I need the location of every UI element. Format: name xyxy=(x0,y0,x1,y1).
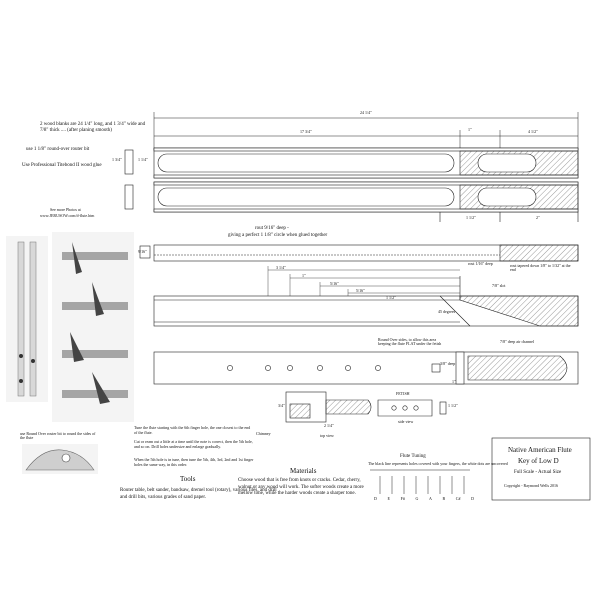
note-depth: rout 9/16" deep - xyxy=(255,226,289,231)
blank-bottom xyxy=(154,182,578,222)
tuning-note: D xyxy=(374,496,377,501)
overall-dimension-line xyxy=(154,112,578,150)
title-subtitle: Key of Low D xyxy=(518,457,559,465)
end-view-left xyxy=(125,150,133,209)
tuning-note: B xyxy=(442,496,446,501)
dim-lower-right: 2" xyxy=(536,215,540,220)
note-round-over: Round Over sides, to allow this area keeping the flute FLAT under the fetish xyxy=(378,337,442,346)
dim-side-slot: 3/8" deep xyxy=(440,361,456,366)
tuning-note-1: Tune the flute starting with the 6th finger hole, the one closest to the end of the flute. xyxy=(134,425,251,435)
tools-title: Tools xyxy=(180,475,196,483)
label-chimney: Chimney xyxy=(256,431,271,436)
dim-inner-width: 1 1/4" xyxy=(138,157,148,162)
dim-end-width: 1 3/4" xyxy=(112,157,122,162)
label-side-view: side view xyxy=(398,419,414,424)
tuning-chart xyxy=(370,470,470,494)
note-slot: 7/8" deep air channel xyxy=(500,339,534,344)
tuning-notes-row xyxy=(374,496,474,501)
dim-hole-d: 5/16" xyxy=(356,288,365,293)
caption-roundover: use Round Over router bit to round the sides of the flute xyxy=(20,431,96,440)
dim-right-section: 4 1/2" xyxy=(528,129,538,134)
fluting-text: The black line represents holes covered with your fingers, the white dots are uncovered xyxy=(368,461,508,466)
dim-air-slot: 7/8" slot xyxy=(492,283,506,288)
dim-fetish-width: 2 1/4" xyxy=(324,423,334,428)
note-more-photos-url: www.JERUSOW.com/d-flute.htm xyxy=(40,213,95,218)
note-glue: Use Professional Titebond II wood glue xyxy=(22,163,102,168)
side-profile xyxy=(140,245,578,261)
clamping-photo-right xyxy=(52,232,134,422)
tuning-note: A xyxy=(428,496,432,501)
dim-fetish-height: 1" xyxy=(452,379,456,384)
dim-depth: 9/16" xyxy=(138,249,147,254)
tuning-note: C# xyxy=(455,496,461,501)
fetish-parts xyxy=(286,392,446,422)
dim-small-one: 1" xyxy=(468,127,472,132)
note-depth-2: giving a perfect 1 1/8" circle when glued together xyxy=(228,233,328,238)
dim-overall: 24 1/4" xyxy=(360,110,372,115)
blank-top xyxy=(154,148,578,178)
roundover-photo xyxy=(22,444,98,474)
tuning-note-2: Cut or ream out a little at a time until the note is correct, then the 5th hole, and so on. Drill holes undersize and enlarge gradually. xyxy=(134,439,253,449)
label-top-view: top view xyxy=(320,433,334,438)
dim-hole-e: 1 1/2" xyxy=(386,295,396,300)
title-scale: Full Scale - Actual Size xyxy=(514,470,562,475)
note-angle: 45 degrees xyxy=(438,309,456,314)
materials-text: Choose wood that is free from knots or cracks. Cedar, cherry, walnut or any wood will work. The softer woods create a more mellow tone, while the harder woods create a sharper tone. xyxy=(238,478,364,496)
fluting-title: Flute Tuning xyxy=(400,454,426,459)
top-view-holes xyxy=(154,352,578,384)
title-copyright: Copyright - Raymond Wells 2016 xyxy=(504,483,559,488)
clamping-photo-left xyxy=(6,236,48,402)
dim-left-section: 17 3/4" xyxy=(300,129,312,134)
dim-lower-left: 1 1/2" xyxy=(466,215,476,220)
materials-title: Materials xyxy=(290,467,317,475)
tools-text: Router table, belt sander, bandsaw, dremel tool (rotary), various files, and drill and drill bits, various grades of sand paper. xyxy=(120,488,277,500)
tuning-note-3: When the 5th hole is in tune, then tune the 5th, 4th, 3rd, 2nd and 1st finger holes the same way, in this order. xyxy=(134,457,254,467)
dim-block-size: 3/4" xyxy=(278,403,285,408)
dim-hole-c: 5/16" xyxy=(330,281,339,286)
dim-hole-a: 3 1/4" xyxy=(276,265,286,270)
note-bevel: rout tapered down 1/8" to 1/32" at the end xyxy=(510,263,571,272)
tuning-note: D xyxy=(471,496,474,501)
tuning-note: E xyxy=(387,496,390,501)
dim-hole-b: 1" xyxy=(302,273,306,278)
dim-end-cap: 1 1/2" xyxy=(448,403,458,408)
note-more-photos: See more Photos at xyxy=(50,207,81,212)
bore-section xyxy=(154,273,578,326)
note-rout: rout 1/16" deep xyxy=(468,261,493,266)
tuning-note: F# xyxy=(400,496,405,501)
label-fetish: FETISH xyxy=(396,391,410,396)
note-router-bit: use 1 1/8" round-over router bit xyxy=(26,147,90,152)
title-main: Native American Flute xyxy=(508,446,572,454)
tuning-note: G xyxy=(415,496,419,501)
note-wood-blanks: 2 wood blanks are 24 1/4" long, and 1 3/4" wide and 7/8" thick .... (after planing smooth) xyxy=(40,122,146,133)
